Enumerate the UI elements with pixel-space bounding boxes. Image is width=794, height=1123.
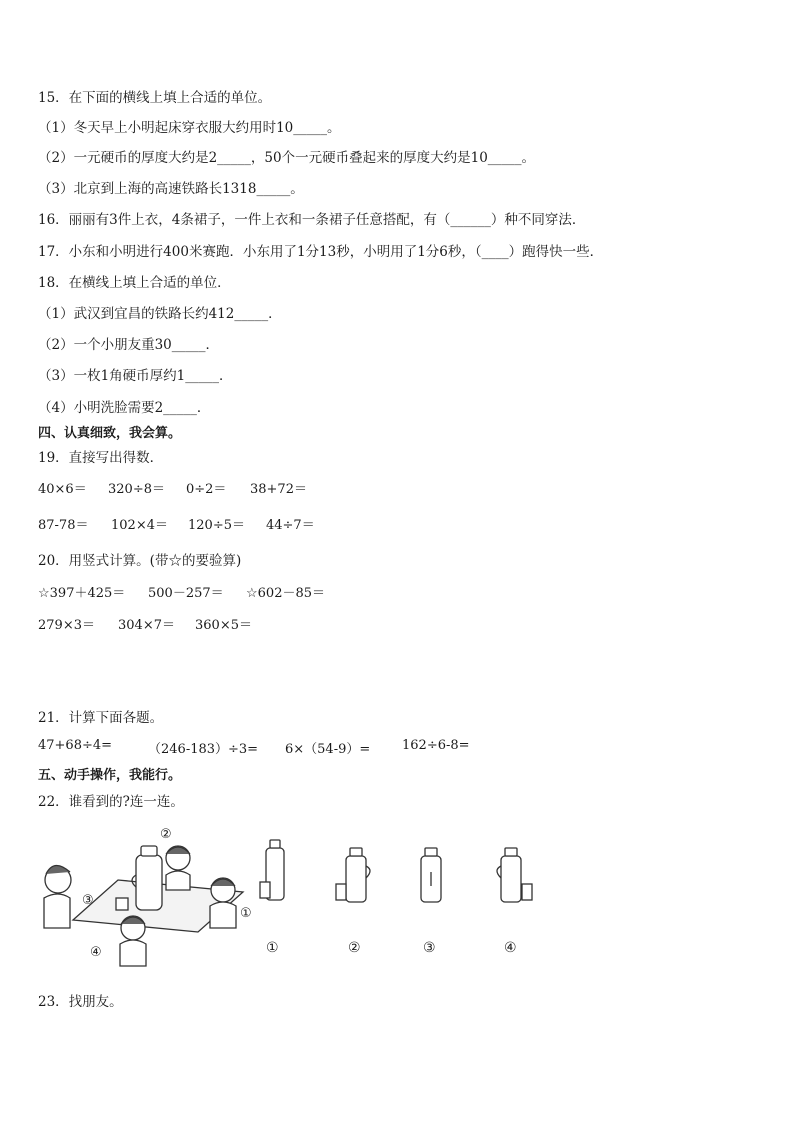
q19-expr: 102×4＝ (111, 518, 168, 533)
view-label-2: ② (348, 940, 361, 956)
q21-expr: 162÷6-8= (402, 738, 470, 753)
view-label-3: ③ (423, 940, 436, 956)
view-1-thermos (260, 840, 284, 900)
q19-expr: 120÷5＝ (188, 518, 245, 533)
q21-expr: （246-183）÷3= (148, 742, 259, 757)
q15-item-3: （3）北京到上海的高速铁路长1318_____。 (38, 181, 304, 197)
q19-expr: 44÷7＝ (266, 518, 315, 533)
view-2-thermos (336, 848, 370, 902)
q19-expr: 0÷2＝ (186, 482, 227, 497)
scene-label-4: ④ (90, 945, 102, 960)
q18-item-4: （4）小明洗脸需要2_____． (38, 400, 211, 416)
q18-item-2: （2）一个小朋友重30_____． (38, 337, 220, 353)
section-4-heading: 四、认真细致，我会算。 (38, 426, 182, 441)
q19-expr: 320÷8＝ (108, 482, 165, 497)
q21-expr: 6×（54-9）= (285, 742, 371, 757)
scene-label-3: ③ (82, 893, 94, 908)
q20-expr: 500－257＝ (148, 586, 224, 601)
q19-expr: 38+72＝ (250, 482, 307, 497)
q21-title: 21．计算下面各题。 (38, 710, 164, 726)
q15-item-2: （2）一元硬币的厚度大约是2_____，50个一元硬币叠起来的厚度大约是10_____。 (38, 150, 536, 166)
q18-item-3: （3）一枚1角硬币厚约1_____． (38, 368, 233, 384)
section-5-heading: 五、动手操作，我能行。 (38, 768, 182, 783)
scene-label-1: ① (240, 906, 252, 921)
q16-text: 16．丽丽有3件上衣，4条裙子，一件上衣和一条裙子任意搭配，有（______）种不同穿法． (38, 212, 586, 228)
q20-title: 20．用竖式计算。(带☆的要验算) (38, 553, 242, 569)
q19-title: 19．直接写出得数． (38, 450, 164, 466)
view-label-1: ① (266, 940, 279, 956)
q21-expr: 47+68÷4= (38, 738, 113, 753)
q22-figure (38, 820, 538, 970)
q20-expr: 360×5＝ (195, 618, 252, 633)
scene-illustration (44, 846, 243, 966)
q20-expr: ☆397＋425＝ (38, 586, 126, 601)
q18-item-1: （1）武汉到宜昌的铁路长约412_____． (38, 306, 282, 322)
q19-expr: 40×6＝ (38, 482, 87, 497)
q18-title: 18．在横线上填上合适的单位． (38, 275, 231, 291)
view-label-4: ④ (504, 940, 517, 956)
q20-expr: ☆602－85＝ (246, 586, 326, 601)
view-4-thermos (497, 848, 532, 902)
q19-expr: 87-78＝ (38, 518, 89, 533)
q20-expr: 279×3＝ (38, 618, 95, 633)
view-3-thermos (421, 848, 441, 902)
q17-text: 17．小东和小明进行400米赛跑．小东用了1分13秒，小明用了1分6秒，（____）跑得快一些． (38, 244, 604, 260)
scene-label-2: ② (160, 827, 172, 842)
q15-item-1: （1）冬天早上小明起床穿衣服大约用时10_____。 (38, 120, 341, 136)
q23-title: 23．找朋友。 (38, 994, 123, 1010)
q15-title: 15．在下面的横线上填上合适的单位。 (38, 90, 272, 106)
q22-title: 22．谁看到的?连一连。 (38, 794, 184, 810)
q20-expr: 304×7＝ (118, 618, 175, 633)
